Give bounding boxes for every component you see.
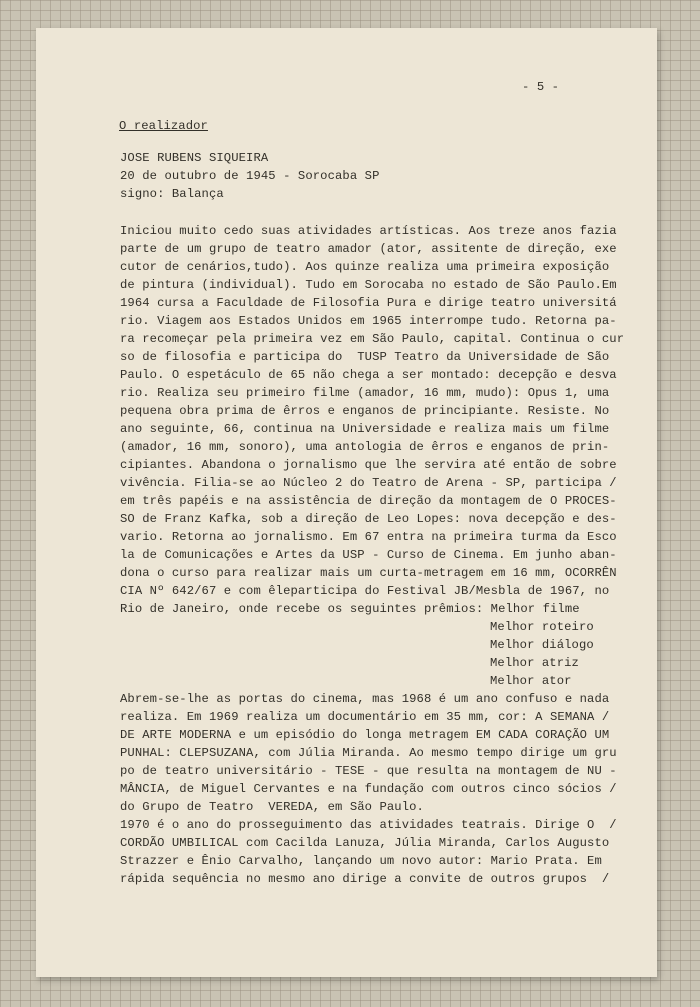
text-line: 1970 é o ano do prosseguimento das atividades teatrais. Dirige O / (120, 818, 617, 832)
text-line: ano seguinte, 66, continua na Universidade e realiza mais um filme (120, 422, 610, 436)
typewritten-page (36, 28, 657, 977)
text-line: rio. Realiza seu primeiro filme (amador, 16 mm, mudo): Opus 1, uma (120, 386, 610, 400)
text-line: vivência. Filia-se ao Núcleo 2 do Teatro de Arena - SP, participa / (120, 476, 617, 490)
text-line: rápida sequência no mesmo ano dirige a convite de outros grupos / (120, 872, 610, 886)
zodiac-sign: signo: Balança (120, 187, 224, 201)
award-item: Melhor ator (490, 674, 572, 688)
birth-info: 20 de outubro de 1945 - Sorocaba SP (120, 169, 380, 183)
page-number: - 5 - (522, 80, 560, 94)
text-line: de pintura (individual). Tudo em Sorocaba no estado de São Paulo.Em (120, 278, 617, 292)
text-line: ra recomeçar pela primeira vez em São Paulo, capital. Continua o cur (120, 332, 625, 346)
text-line: Rio de Janeiro, onde recebe os seguintes prêmios: Melhor filme (120, 602, 580, 616)
text-line: MÂNCIA, de Miguel Cervantes e na fundação com outros cinco sócios / (120, 782, 617, 796)
award-item: Melhor roteiro (490, 620, 594, 634)
text-line: realiza. Em 1969 realiza um documentário em 35 mm, cor: A SEMANA / (120, 710, 610, 724)
award-item: Melhor diálogo (490, 638, 594, 652)
text-line: Abrem-se-lhe as portas do cinema, mas 1968 é um ano confuso e nada (120, 692, 610, 706)
text-line: 1964 cursa a Faculdade de Filosofia Pura e dirige teatro universitá (120, 296, 617, 310)
text-line: cutor de cenários,tudo). Aos quinze realiza uma primeira exposição (120, 260, 610, 274)
text-line: rio. Viagem aos Estados Unidos em 1965 interrompe tudo. Retorna pa- (120, 314, 617, 328)
text-line: (amador, 16 mm, sonoro), uma antologia de êrros e enganos de prin- (120, 440, 610, 454)
text-line: CORDÃO UMBILICAL com Cacilda Lanuza, Júlia Miranda, Carlos Augusto (120, 836, 610, 850)
text-line: la de Comunicações e Artes da USP - Curso de Cinema. Em junho aban- (120, 548, 617, 562)
person-name: JOSE RUBENS SIQUEIRA (120, 151, 269, 165)
text-line: parte de um grupo de teatro amador (ator, assitente de direção, exe (120, 242, 617, 256)
text-line: CIA Nº 642/67 e com êleparticipa do Festival JB/Mesbla de 1967, no (120, 584, 610, 598)
text-line: em três papéis e na assistência de direção da montagem de O PROCES- (120, 494, 617, 508)
text-line: SO de Franz Kafka, sob a direção de Leo Lopes: nova decepção e des- (120, 512, 617, 526)
text-line: dona o curso para realizar mais um curta-metragem em 16 mm, OCORRÊN (120, 566, 617, 580)
text-line: Paulo. O espetáculo de 65 não chega a ser montado: decepção e desva (120, 368, 617, 382)
text-line: Iniciou muito cedo suas atividades artísticas. Aos treze anos fazia (120, 224, 617, 238)
text-line: pequena obra prima de êrros e enganos de principiante. Resiste. No (120, 404, 610, 418)
text-line: Strazzer e Ênio Carvalho, lançando um novo autor: Mario Prata. Em (120, 854, 602, 868)
text-line: DE ARTE MODERNA e um episódio do longa metragem EM CADA CORAÇÃO UM (120, 728, 610, 742)
text-line: vario. Retorna ao jornalismo. Em 67 entra na primeira turma da Esco (120, 530, 617, 544)
text-line: do Grupo de Teatro VEREDA, em São Paulo. (120, 800, 424, 814)
text-line: so de filosofia e participa do TUSP Teatro da Universidade de São (120, 350, 610, 364)
text-line: PUNHAL: CLEPSUZANA, com Júlia Miranda. Ao mesmo tempo dirige um gru (120, 746, 617, 760)
text-line: po de teatro universitário - TESE - que resulta na montagem de NU - (120, 764, 617, 778)
award-item: Melhor atriz (490, 656, 579, 670)
section-title: O realizador (119, 119, 208, 133)
text-line: cipiantes. Abandona o jornalismo que lhe servira até então de sobre (120, 458, 617, 472)
